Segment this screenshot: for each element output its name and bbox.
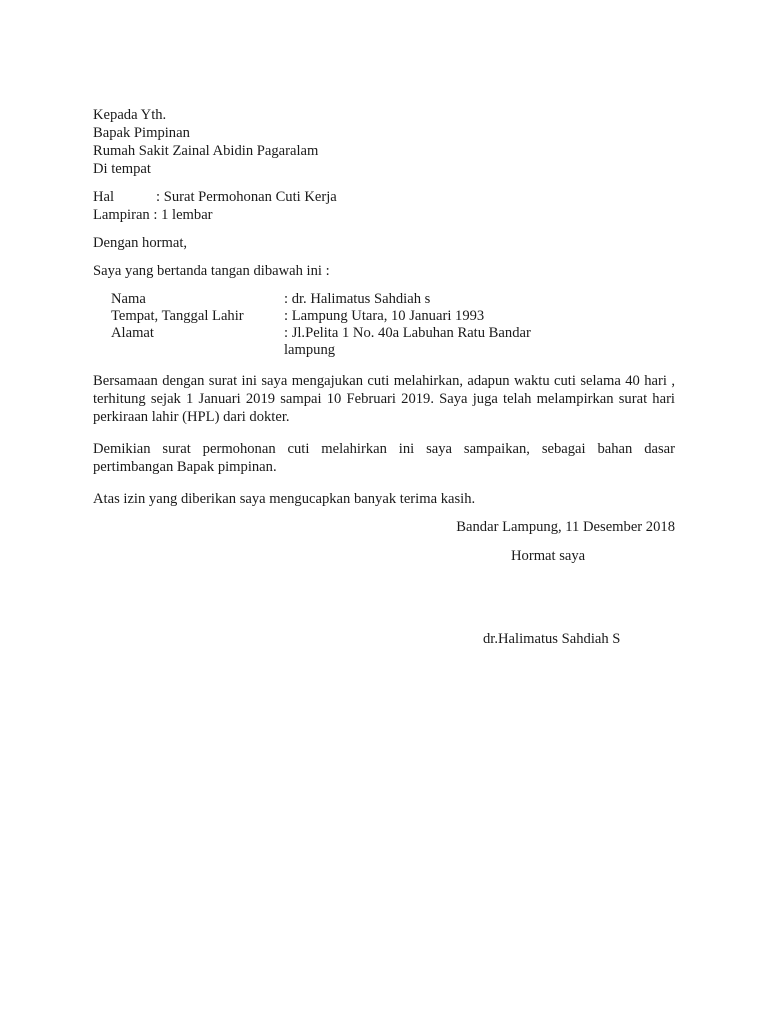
body-paragraph-1: Bersamaan dengan surat ini saya mengajukan cuti melahirkan, adapun waktu cuti selama 40 hari , terhitung sejak 1 Januari 2019 sampai 10 Februari 2019. Saya juga telah melampirkan surat hari perkiraan lahir (HPL) dari dokter.	[93, 373, 675, 425]
recipient-line-4: Di tempat	[93, 161, 151, 177]
body-paragraph-2: Demikian surat permohonan cuti melahirkan ini saya sampaikan, sebagai bahan dasar pertimbangan Bapak pimpinan.	[93, 441, 675, 475]
identity-name-value: : dr. Halimatus Sahdiah s	[284, 291, 431, 307]
subject-lampiran: Lampiran : 1 lembar	[93, 207, 213, 223]
identity-address-label: Alamat	[111, 325, 154, 341]
closing-signer: dr.Halimatus Sahdiah S	[483, 631, 621, 647]
recipient-line-1: Kepada Yth.	[93, 107, 167, 123]
closing-regards: Hormat saya	[511, 548, 586, 564]
subject-hal-value: : Surat Permohonan Cuti Kerja	[156, 189, 337, 205]
identity-name-label: Nama	[111, 291, 146, 307]
recipient-line-3: Rumah Sakit Zainal Abidin Pagaralam	[93, 143, 319, 159]
recipient-line-2: Bapak Pimpinan	[93, 125, 190, 141]
identity-birth-value: : Lampung Utara, 10 Januari 1993	[284, 308, 485, 324]
greeting: Dengan hormat,	[93, 235, 188, 251]
identity-birth-label: Tempat, Tanggal Lahir	[111, 308, 244, 324]
identity-address-value-2: lampung	[284, 342, 336, 358]
body-paragraph-3: Atas izin yang diberikan saya mengucapkan banyak terima kasih.	[93, 491, 476, 507]
closing-place-date: Bandar Lampung, 11 Desember 2018	[456, 519, 675, 535]
intro-text: Saya yang bertanda tangan dibawah ini :	[93, 263, 330, 279]
identity-address-value-1: : Jl.Pelita 1 No. 40a Labuhan Ratu Bandar	[284, 325, 531, 341]
subject-hal-label: Hal	[93, 189, 115, 205]
